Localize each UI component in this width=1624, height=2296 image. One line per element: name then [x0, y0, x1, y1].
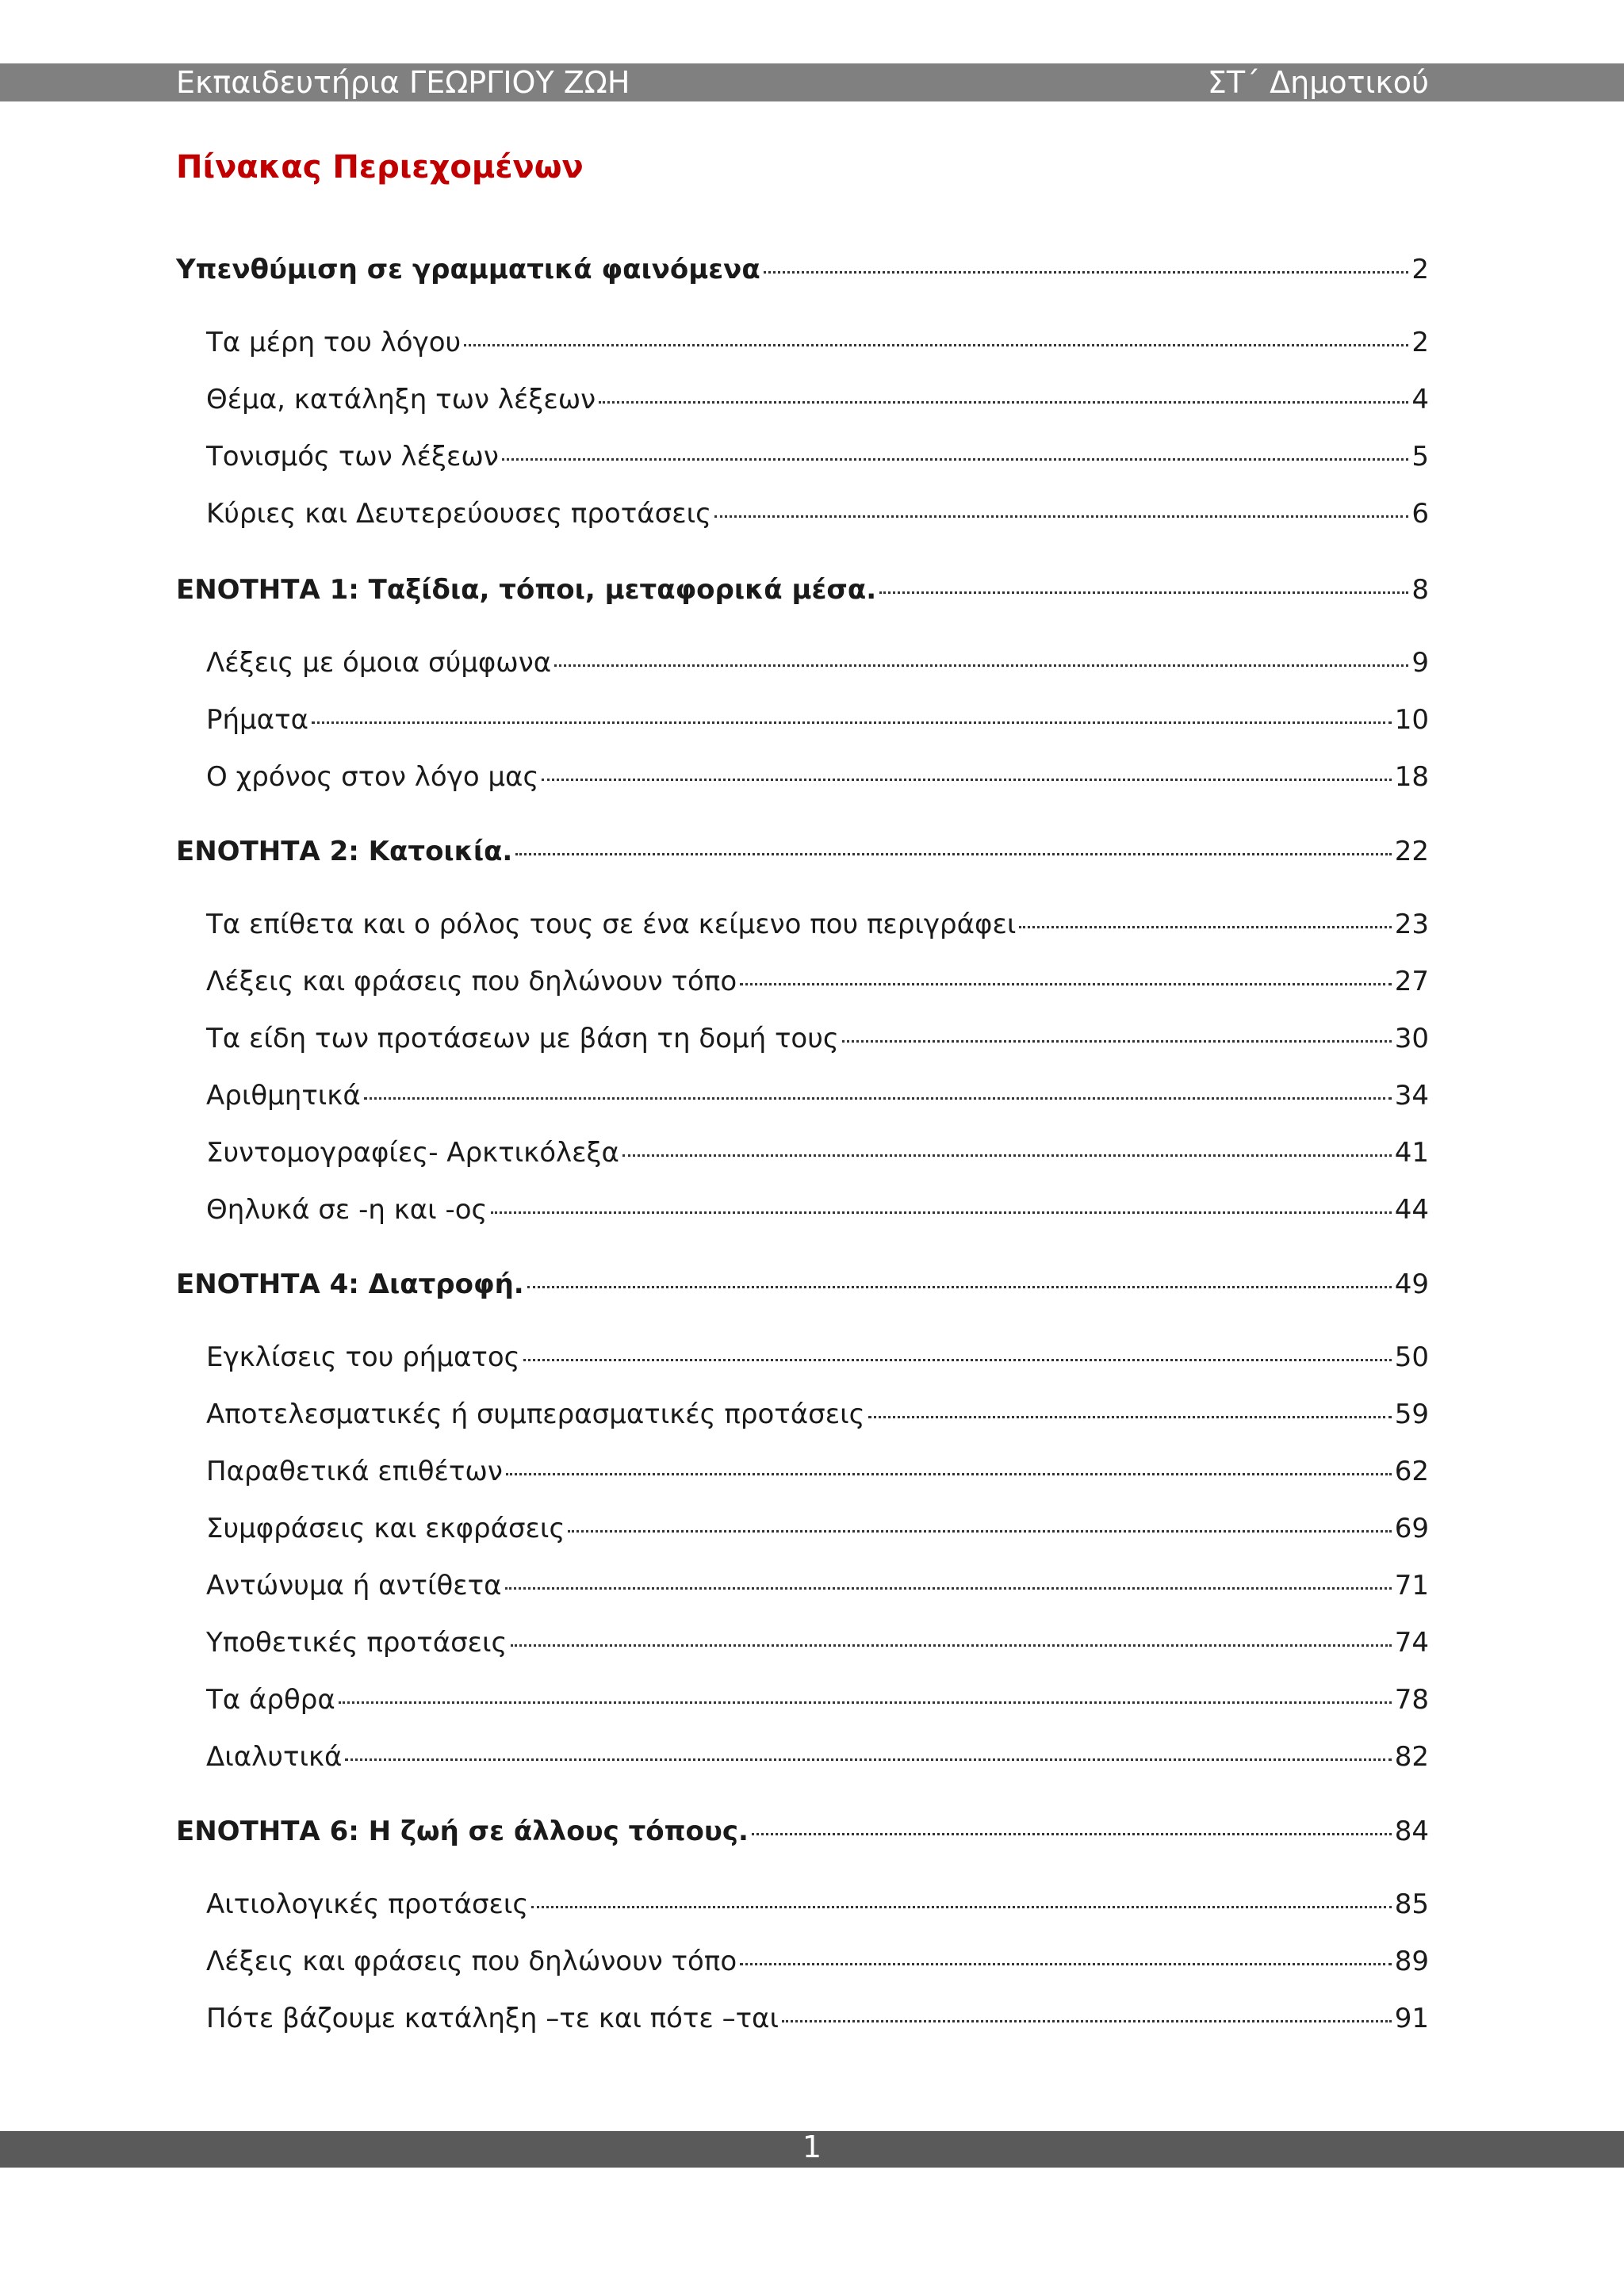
toc-dot-leader [542, 779, 1391, 781]
toc-entry-page: 9 [1411, 647, 1429, 679]
toc-entry-page: 50 [1394, 1341, 1429, 1373]
toc-entry-label: Τονισμός των λέξεων [206, 441, 499, 473]
toc-entry-page: 62 [1394, 1456, 1429, 1487]
toc-entry-page: 10 [1394, 704, 1429, 736]
toc-entry-page: 8 [1411, 574, 1429, 606]
toc-dot-leader [740, 983, 1392, 985]
toc-entry-page: 30 [1394, 1023, 1429, 1054]
toc-subsection-entry[interactable] [206, 1192, 1429, 1227]
toc-entry-label: Τα μέρη του λόγου [206, 327, 462, 358]
toc-entry-page: 69 [1394, 1513, 1429, 1544]
toc-dot-leader [740, 1963, 1392, 1965]
toc-subsection-entry[interactable] [206, 1078, 1429, 1113]
toc-entry-label: Συμφράσεις και εκφράσεις [206, 1513, 565, 1544]
toc-dot-leader [339, 1701, 1392, 1704]
toc-dot-leader [364, 1097, 1392, 1100]
toc-entry-page: 41 [1394, 1137, 1429, 1169]
toc-dot-leader [523, 1359, 1392, 1361]
toc-subsection-entry[interactable] [206, 1340, 1429, 1375]
toc-entry-label: Θέμα, κατάληξη των λέξεων [206, 384, 596, 415]
toc-dot-leader [527, 1286, 1392, 1288]
toc-subsection-entry[interactable] [206, 702, 1429, 737]
header-grade: ΣΤ΄ Δημοτικού [1207, 65, 1429, 100]
toc-entry-page: 2 [1411, 254, 1429, 285]
toc-subsection-entry[interactable] [206, 382, 1429, 417]
toc-subsection-entry[interactable] [206, 964, 1429, 999]
toc-dot-leader [782, 2020, 1392, 2022]
toc-entry-label: Λέξεις με όμοια σύμφωνα [206, 647, 552, 679]
toc-entry-label: ΕΝΟΤΗΤΑ 4: Διατροφή. [176, 1269, 524, 1300]
toc-dot-leader [491, 1211, 1392, 1214]
toc-entry-label: Λέξεις και φράσεις που δηλώνουν τόπο [206, 966, 737, 997]
toc-dot-leader [622, 1154, 1392, 1157]
toc-dot-leader [568, 1530, 1391, 1533]
toc-dot-leader [505, 1587, 1392, 1590]
toc-entry-page: 49 [1394, 1269, 1429, 1300]
toc-subsection-entry[interactable] [206, 1625, 1429, 1660]
toc-entry-label: Παραθετικά επιθέτων [206, 1456, 503, 1487]
toc-entry-label: Διαλυτικά [206, 1741, 343, 1773]
toc-subsection-entry[interactable] [206, 1135, 1429, 1170]
toc-dot-leader [312, 721, 1392, 724]
toc-entry-page: 27 [1394, 966, 1429, 997]
toc-subsection-entry[interactable] [206, 760, 1429, 794]
toc-subsection-entry[interactable] [206, 907, 1429, 942]
toc-entry-page: 71 [1394, 1570, 1429, 1601]
toc-entry-label: ΕΝΟΤΗΤΑ 2: Κατοικία. [176, 836, 513, 867]
toc-dot-leader [752, 1833, 1392, 1835]
toc-section-entry[interactable] [176, 834, 1429, 869]
toc-dot-leader [599, 401, 1408, 404]
toc-subsection-entry[interactable] [206, 1454, 1429, 1489]
toc-entry-page: 82 [1394, 1741, 1429, 1773]
toc-entry-label: Τα επίθετα και ο ρόλος τους σε ένα κείμενο που περιγράφει [206, 909, 1017, 940]
toc-subsection-entry[interactable] [206, 1021, 1429, 1056]
toc-section-entry[interactable] [176, 252, 1429, 287]
header-school-name: Εκπαιδευτήρια ΓΕΩΡΓΙΟΥ ΖΩΗ [176, 65, 630, 100]
toc-entry-label: Αντώνυμα ή αντίθετα [206, 1570, 502, 1601]
toc-entry-label: ΕΝΟΤΗΤΑ 6: Η ζωή σε άλλους τόπους. [176, 1816, 749, 1847]
toc-subsection-entry[interactable] [206, 325, 1429, 360]
toc-entry-page: 74 [1394, 1627, 1429, 1659]
toc-subsection-entry[interactable] [206, 1568, 1429, 1603]
toc-subsection-entry[interactable] [206, 2001, 1429, 2036]
toc-dot-leader [1019, 926, 1391, 928]
toc-entry-page: 85 [1394, 1888, 1429, 1920]
toc-entry-page: 4 [1411, 384, 1429, 415]
toc-subsection-entry[interactable] [206, 1944, 1429, 1979]
toc-entry-label: Θηλυκά σε -η και -ος [206, 1194, 488, 1226]
toc-subsection-entry[interactable] [206, 645, 1429, 680]
toc-entry-label: Κύριες και Δευτερεύουσες προτάσεις [206, 498, 712, 530]
toc-dot-leader [554, 664, 1408, 667]
toc-entry-label: ΕΝΟΤΗΤΑ 1: Ταξίδια, τόποι, μεταφορικά μέσα. [176, 574, 877, 606]
toc-entry-label: Λέξεις και φράσεις που δηλώνουν τόπο [206, 1946, 737, 1977]
toc-section-entry[interactable] [176, 572, 1429, 607]
toc-subsection-entry[interactable] [206, 1887, 1429, 1922]
toc-entry-label: Τα είδη των προτάσεων με βάση τη δομή τους [206, 1023, 839, 1054]
toc-entry-label: Συντομογραφίες- Αρκτικόλεξα [206, 1137, 619, 1169]
toc-entry-label: Αριθμητικά [206, 1080, 361, 1112]
toc-entry-label: Υποθετικές προτάσεις [206, 1627, 508, 1659]
toc-entry-page: 34 [1394, 1080, 1429, 1112]
toc-entry-label: Τα άρθρα [206, 1684, 335, 1716]
toc-subsection-entry[interactable] [206, 439, 1429, 474]
toc-entry-page: 89 [1394, 1946, 1429, 1977]
toc-entry-page: 5 [1411, 441, 1429, 473]
toc-entry-label: Εγκλίσεις του ρήματος [206, 1341, 520, 1373]
toc-dot-leader [511, 1644, 1392, 1647]
toc-subsection-entry[interactable] [206, 1739, 1429, 1774]
toc-entry-page: 2 [1411, 327, 1429, 358]
toc-dot-leader [764, 271, 1409, 274]
toc-entry-label: Αιτιολογικές προτάσεις [206, 1888, 529, 1920]
toc-subsection-entry[interactable] [206, 1511, 1429, 1546]
toc-entry-page: 22 [1394, 836, 1429, 867]
toc-dot-leader [515, 853, 1391, 855]
toc-dot-leader [879, 591, 1408, 594]
toc-entry-page: 91 [1394, 2003, 1429, 2034]
toc-entry-label: Αποτελεσματικές ή συμπερασματικές προτάσεις [206, 1399, 865, 1430]
toc-dot-leader [502, 458, 1409, 461]
toc-subsection-entry[interactable] [206, 496, 1429, 531]
toc-entry-page: 78 [1394, 1684, 1429, 1716]
toc-entry-page: 18 [1394, 761, 1429, 793]
toc-dot-leader [464, 344, 1408, 346]
toc-section-entry[interactable] [176, 1814, 1429, 1849]
toc-entry-label: Ρήματα [206, 704, 308, 736]
toc-entry-page: 84 [1394, 1816, 1429, 1847]
toc-entry-page: 23 [1394, 909, 1429, 940]
toc-dot-leader [868, 1416, 1392, 1418]
toc-dot-leader [531, 1906, 1391, 1908]
toc-dot-leader [842, 1040, 1392, 1043]
toc-dot-leader [506, 1473, 1392, 1475]
toc-entry-label: Ο χρόνος στον λόγο μας [206, 761, 539, 793]
toc-dot-leader [714, 515, 1408, 518]
toc-entry-page: 6 [1411, 498, 1429, 530]
toc-subsection-entry[interactable] [206, 1397, 1429, 1432]
toc-entry-label: Πότε βάζουμε κατάληξη –τε και πότε –ται [206, 2003, 779, 2034]
toc-entry-page: 44 [1394, 1194, 1429, 1226]
toc-section-entry[interactable] [176, 1267, 1429, 1302]
toc-subsection-entry[interactable] [206, 1682, 1429, 1717]
toc-entry-page: 59 [1394, 1399, 1429, 1430]
page-number: 1 [802, 2130, 822, 2164]
toc-dot-leader [345, 1758, 1391, 1761]
toc-title: Πίνακας Περιεχομένων [176, 149, 584, 186]
toc-entry-label: Υπενθύμιση σε γραμματικά φαινόμενα [176, 254, 760, 285]
header-bar [0, 63, 1624, 101]
